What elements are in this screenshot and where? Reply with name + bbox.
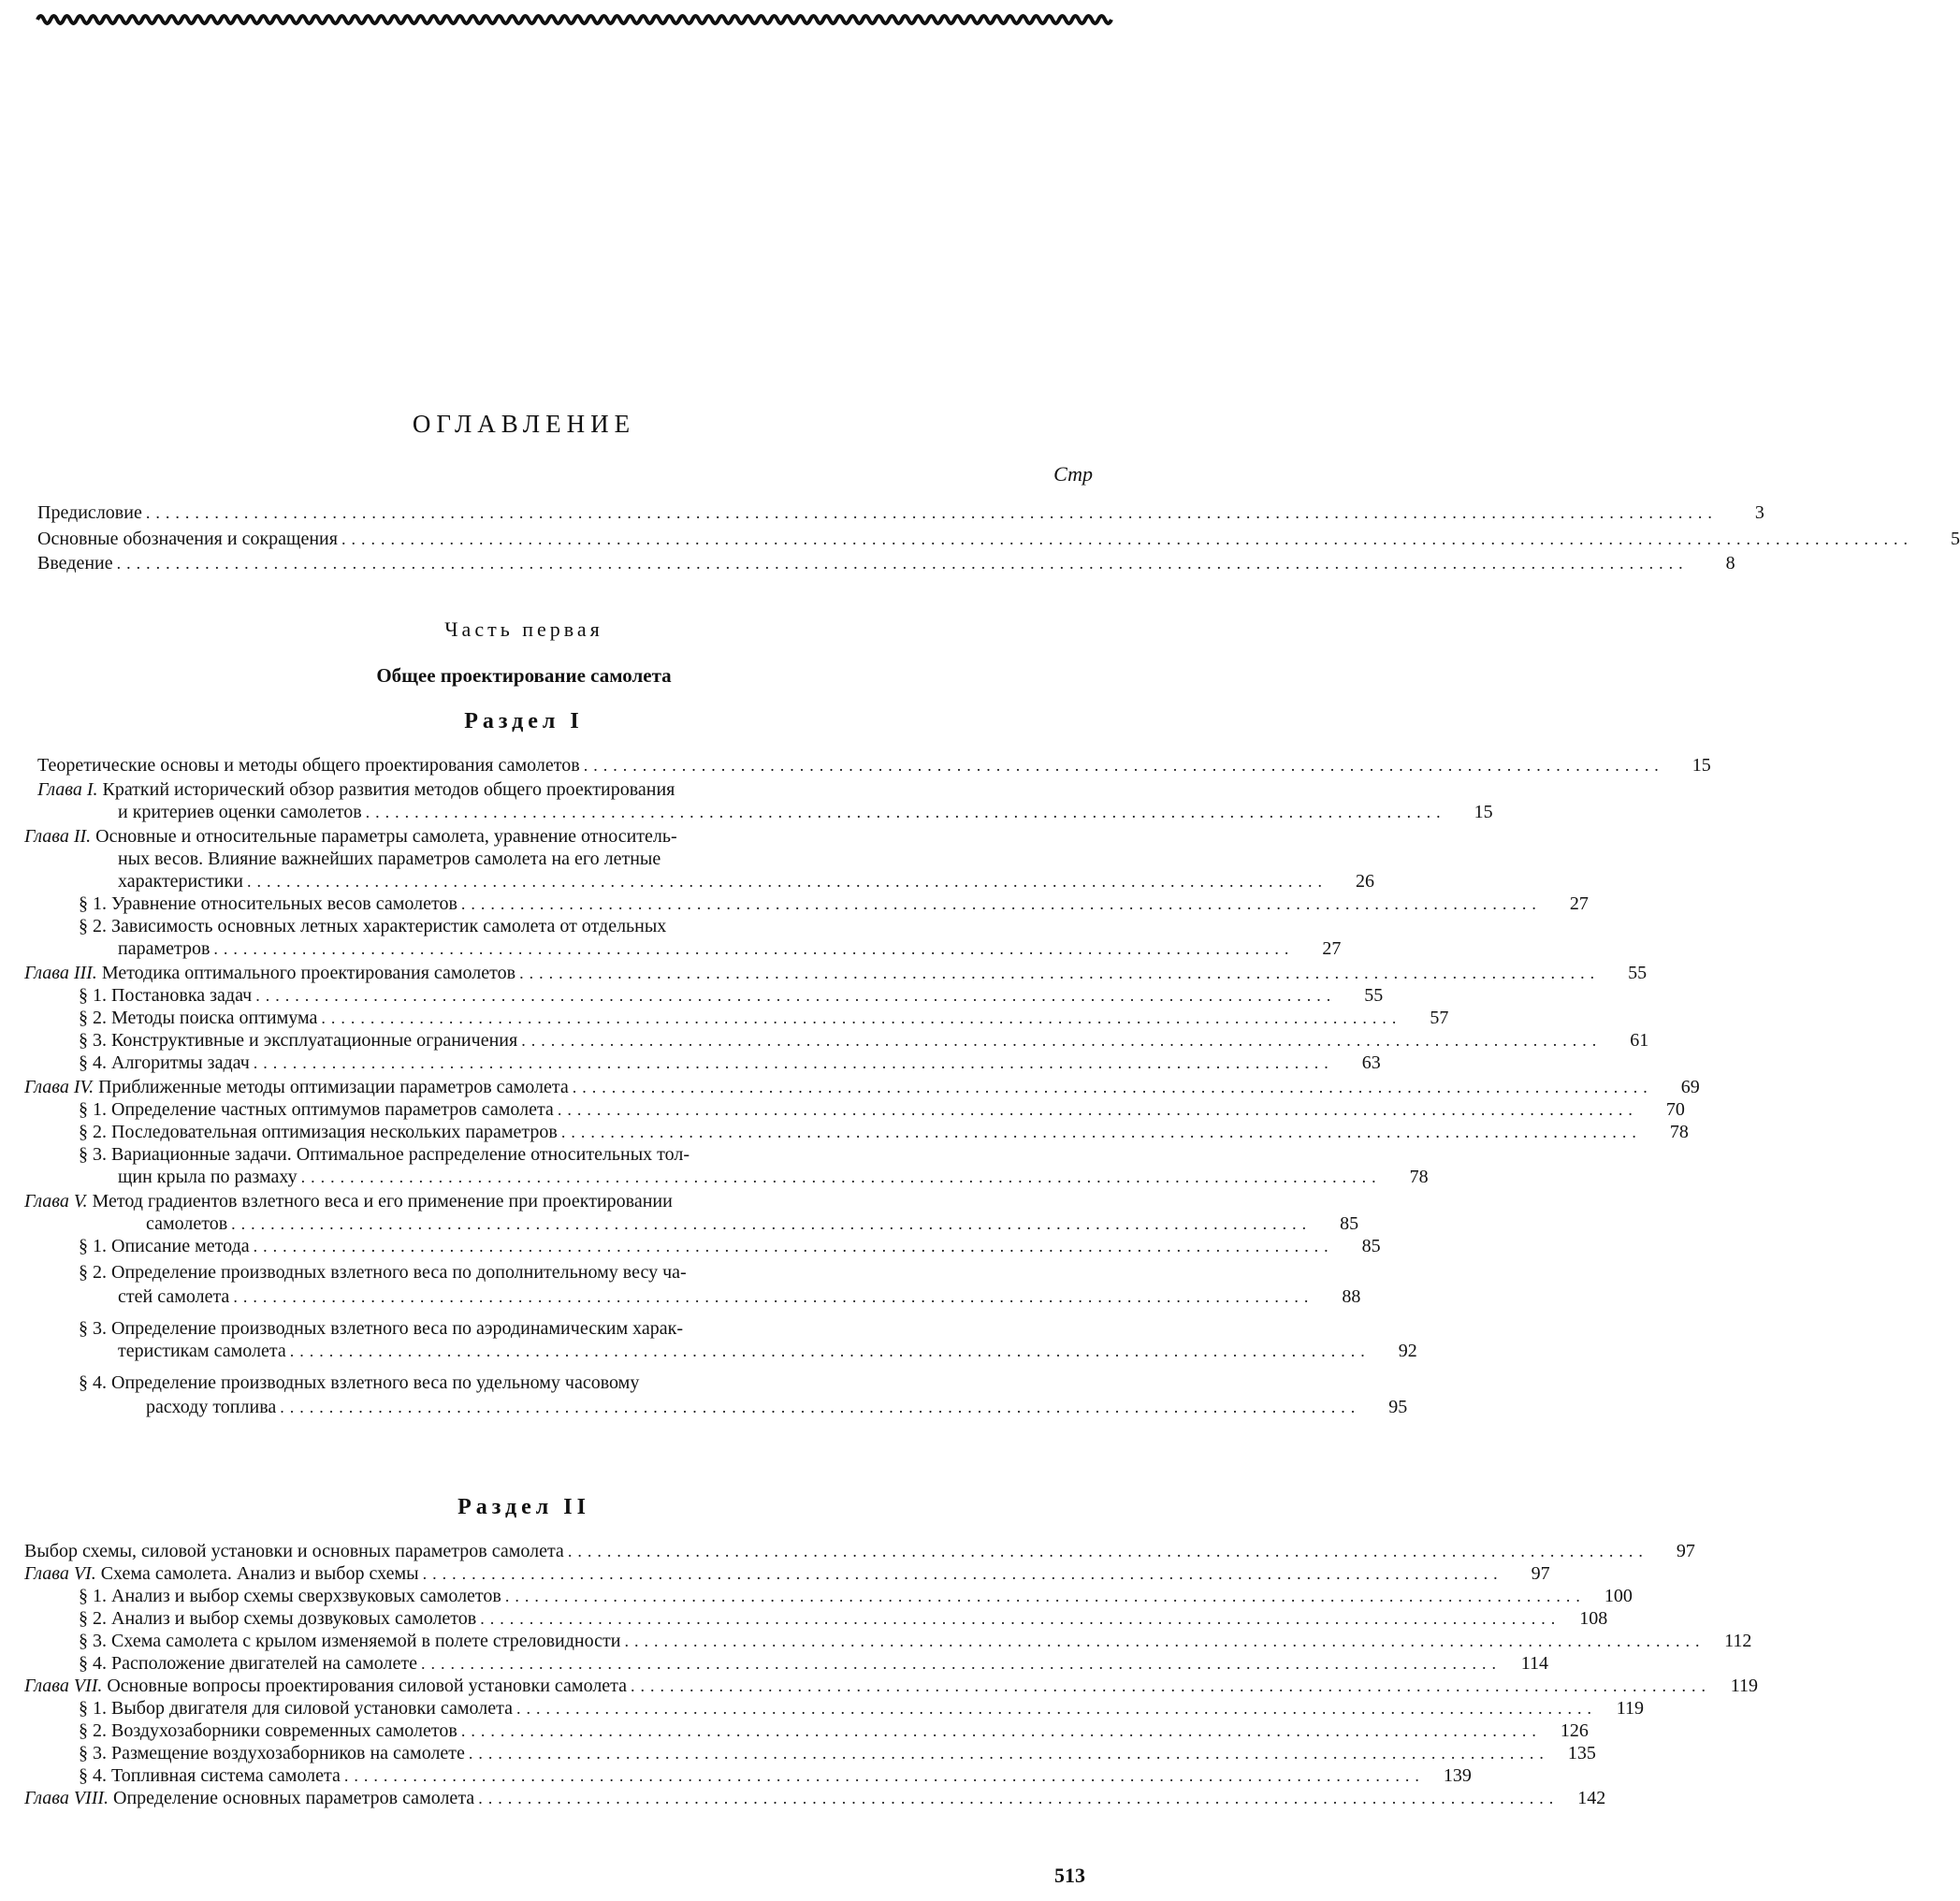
page-number: 8 — [1725, 553, 1735, 573]
toc-paragraph-line1: § 2. Определение производных взлетного веса по дополнительному весу ча- — [79, 1262, 687, 1283]
toc-entry-notation: Основные обозначения и сокращения ................................................................................................................................................................ 5 — [37, 529, 1960, 549]
toc-entry-section2-intro: Выбор схемы, силовой установки и основных параметров самолета .............................................................................................................. 97 — [24, 1541, 1695, 1561]
toc-paragraph: § 2. Анализ и выбор схемы дозвуковых самолетов .............................................................................................................. 108 — [79, 1608, 1608, 1629]
dot-leader: ................................................................................................................................................................ — [116, 554, 1689, 573]
dot-leader: .............................................................................................................. — [213, 939, 1295, 958]
dot-leader: .............................................................................................................. — [560, 1123, 1642, 1141]
dot-leader: .............................................................................................................. — [460, 894, 1542, 913]
toc-chapter-2: характеристики .............................................................................................................. 26 — [118, 871, 1375, 892]
toc-chapter-7: Глава VII. Основные вопросы проектирования силовой установки самолета .............................................................................................................. 119 — [24, 1676, 1759, 1696]
toc-paragraph: § 4. Топливная система самолета .............................................................................................................. 139 — [79, 1765, 1472, 1786]
dot-leader: .............................................................................................................. — [519, 964, 1601, 982]
toc-paragraph: расходу топлива .............................................................................................................. 95 — [146, 1397, 1408, 1417]
dot-leader: .............................................................................................................. — [504, 1587, 1586, 1605]
toc-paragraph: § 1. Постановка задач .............................................................................................................. 55 — [79, 985, 1384, 1006]
dot-leader: .............................................................................................................. — [247, 872, 1328, 891]
toc-paragraph: § 4. Алгоритмы задач .............................................................................................................. 63 — [79, 1052, 1381, 1073]
dot-leader: .............................................................................................................. — [255, 986, 1337, 1005]
dot-leader: .............................................................................................................. — [624, 1632, 1706, 1650]
toc-paragraph: § 3. Размещение воздухозаборников на самолете .............................................................................................................. 135 — [79, 1743, 1596, 1763]
dot-leader: .............................................................................................................. — [321, 1009, 1402, 1027]
toc-paragraph: § 4. Расположение двигателей на самолете .............................................................................................................. 114 — [79, 1653, 1549, 1674]
toc-paragraph: § 1. Анализ и выбор схемы сверхзвуковых самолетов .............................................................................................................. 100 — [79, 1586, 1633, 1606]
page-number: 5 — [1950, 529, 1960, 549]
toc-chapter-8: Глава VIII. Определение основных параметров самолета .............................................................................................................. 142 — [24, 1788, 1606, 1808]
dot-leader: .............................................................................................................. — [460, 1721, 1542, 1740]
dot-leader: .............................................................................................................. — [478, 1789, 1560, 1807]
dot-leader: .............................................................................................................. — [468, 1744, 1549, 1763]
toc-paragraph: § 3. Схема самолета с крылом изменяемой в полете стреловидности .............................................................................................................. 112 — [79, 1631, 1752, 1651]
toc-paragraph-line1: § 2. Зависимость основных летных характеристик самолета от отдельных — [79, 916, 667, 936]
section-title-1: Раздел I — [464, 709, 584, 733]
page-column-header: Стр — [1053, 462, 1093, 486]
part-name: Общее проектирование самолета — [376, 664, 672, 687]
toc-chapter-5: самолетов .............................................................................................................. 85 — [146, 1213, 1359, 1234]
dot-leader: .............................................................................................................. — [422, 1564, 1503, 1583]
dot-leader: .............................................................................................................. — [300, 1168, 1382, 1186]
dot-leader: .............................................................................................................. — [572, 1078, 1653, 1096]
toc-chapter-4: Глава IV. Приближенные методы оптимизации параметров самолета .............................................................................................................. 69 — [24, 1077, 1700, 1097]
dot-leader: .............................................................................................................. — [583, 756, 1664, 775]
decorative-wavy-rule — [37, 9, 1104, 30]
dot-leader: .............................................................................................................. — [567, 1542, 1648, 1560]
toc-paragraph: § 1. Описание метода .............................................................................................................. 85 — [79, 1236, 1381, 1256]
dot-leader: .............................................................................................................. — [557, 1100, 1638, 1119]
toc-chapter-6: Глава VI. Схема самолета. Анализ и выбор схемы .............................................................................................................. 97 — [24, 1563, 1550, 1584]
toc-chapter-3: Глава III. Методика оптимального проектирования самолетов .............................................................................................................. 55 — [24, 963, 1648, 983]
toc-paragraph: § 1. Уравнение относительных весов самолетов .............................................................................................................. 27 — [79, 893, 1589, 914]
dot-leader: ................................................................................................................................................................ — [145, 503, 1718, 522]
dot-leader: .............................................................................................................. — [253, 1237, 1334, 1255]
dot-leader: .............................................................................................................. — [515, 1699, 1597, 1718]
toc-paragraph-line1: § 3. Определение производных взлетного веса по аэродинамическим харак- — [79, 1318, 684, 1339]
dot-leader: .............................................................................................................. — [521, 1031, 1603, 1050]
toc-paragraph: § 1. Выбор двигателя для силовой установки самолета .............................................................................................................. 119 — [79, 1698, 1644, 1719]
toc-entry-section1-intro: Теоретические основы и методы общего проектирования самолетов .............................................................................................................. 15 — [37, 755, 1711, 776]
toc-paragraph: § 2. Воздухозаборники современных самолетов .............................................................................................................. 126 — [79, 1720, 1589, 1741]
toc-paragraph: параметров .............................................................................................................. 27 — [118, 938, 1342, 959]
dot-leader: .............................................................................................................. — [280, 1398, 1361, 1416]
dot-leader: .............................................................................................................. — [253, 1053, 1334, 1072]
toc-paragraph: § 3. Конструктивные и эксплуатационные ограничения .............................................................................................................. 61 — [79, 1030, 1649, 1051]
toc-paragraph: § 2. Последовательная оптимизация нескольких параметров .............................................................................................................. 78 — [79, 1122, 1689, 1142]
toc-paragraph-line1: § 3. Вариационные задачи. Оптимальное распределение относительных тол- — [79, 1144, 690, 1165]
dot-leader: .............................................................................................................. — [631, 1676, 1712, 1695]
dot-leader: ................................................................................................................................................................ — [341, 530, 1913, 548]
dot-leader: .............................................................................................................. — [233, 1287, 1314, 1306]
toc-chapter-2-line2: ных весов. Влияние важнейших параметров самолета на его летные — [118, 849, 661, 869]
toc-entry-preface: Предисловие ................................................................................................................................................................ 3 — [37, 502, 1764, 523]
footer-page-number: 513 — [1054, 1864, 1085, 1887]
page-number: 3 — [1754, 502, 1764, 523]
toc-paragraph: стей самолета .............................................................................................................. 88 — [118, 1286, 1361, 1307]
toc-entry-introduction: Введение ................................................................................................................................................................ 8 — [37, 553, 1735, 573]
toc-paragraph: теристикам самолета .............................................................................................................. 92 — [118, 1341, 1417, 1361]
dot-leader: .............................................................................................................. — [421, 1654, 1503, 1673]
page-title: ОГЛАВЛЕНИЕ — [412, 410, 636, 438]
toc-chapter-1: и критериев оценки самолетов .............................................................................................................. 15 — [118, 802, 1493, 822]
section-title-2: Раздел II — [457, 1495, 590, 1519]
part-title: Часть первая — [444, 617, 603, 641]
toc-chapter-5-line1: Глава V. Метод градиентов взлетного веса и его применение при проектировании — [24, 1191, 673, 1212]
dot-leader: .............................................................................................................. — [365, 803, 1446, 821]
dot-leader: .............................................................................................................. — [343, 1766, 1425, 1785]
dot-leader: .............................................................................................................. — [480, 1609, 1561, 1628]
dot-leader: .............................................................................................................. — [231, 1214, 1313, 1233]
toc-chapter-2-line1: Глава II. Основные и относительные параметры самолета, уравнение относитель- — [24, 826, 677, 847]
dot-leader: .............................................................................................................. — [289, 1342, 1371, 1360]
toc-paragraph: щин крыла по размаху .............................................................................................................. 78 — [118, 1167, 1429, 1187]
toc-paragraph: § 2. Методы поиска оптимума .............................................................................................................. 57 — [79, 1008, 1449, 1028]
toc-chapter-1-line1: Глава I. Краткий исторический обзор развития методов общего проектирования — [37, 779, 675, 800]
toc-paragraph: § 1. Определение частных оптимумов параметров самолета .............................................................................................................. 70 — [79, 1099, 1685, 1120]
toc-paragraph-line1: § 4. Определение производных взлетного веса по удельному часовому — [79, 1372, 640, 1393]
